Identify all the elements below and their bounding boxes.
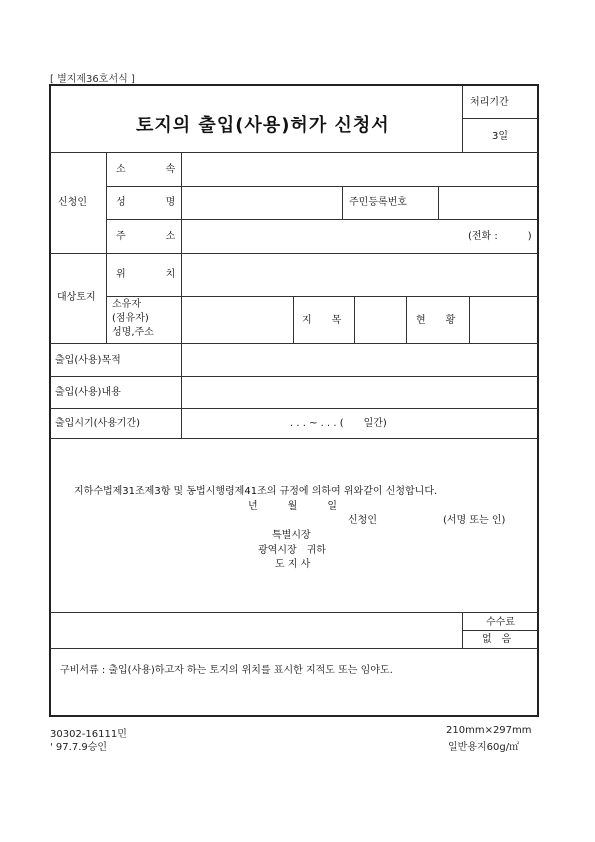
fee-value: 없 음 [482, 634, 512, 645]
col-divider [438, 186, 439, 219]
row-divider [106, 296, 538, 297]
row-divider [50, 438, 538, 439]
form-frame [49, 84, 539, 717]
declaration-applicant-label: 신청인 [348, 515, 377, 526]
col-divider [181, 152, 182, 438]
recipient-governor: 도 지 사 [275, 559, 311, 570]
col-divider [342, 186, 343, 219]
row-divider [50, 376, 538, 377]
owner-name-address-label: 성명,주소 [112, 327, 154, 338]
footer-form-code: 30302-16111민 [50, 729, 127, 740]
required-documents: 구비서류 : 출입(사용)하고자 하는 토지의 위치를 표시한 지적도 또는 임야도. [60, 665, 393, 676]
col-divider [106, 152, 107, 343]
footer-paper-type: 일반용지60g/㎡ [448, 742, 520, 753]
date-line: 년 월 일 [248, 501, 337, 512]
location-label: 위 치 [116, 269, 176, 280]
applicant-section-label: 신청인 [58, 197, 87, 208]
purpose-label: 출입(사용)목적 [55, 355, 121, 366]
col-divider [462, 612, 463, 648]
form-number-label: [ 별지제36호서식 ] [50, 74, 135, 85]
row-divider [462, 118, 538, 119]
recipient-special-city: 특별시장 [272, 530, 311, 541]
affiliation-label: 소 속 [116, 164, 176, 175]
col-divider [293, 296, 294, 343]
row-divider [106, 219, 538, 220]
land-status-label: 현 황 [416, 315, 456, 326]
recipient-metro-city: 광역시장 귀하 [258, 545, 326, 556]
row-divider [50, 253, 538, 254]
row-divider [462, 630, 538, 631]
row-divider [50, 343, 538, 344]
occupant-label: (점유자) [112, 313, 149, 324]
footer-paper-size: 210mm×297mm [446, 725, 532, 736]
col-divider [354, 296, 355, 343]
row-divider [50, 408, 538, 409]
owner-label: 소유자 [112, 299, 141, 310]
fee-label: 수수료 [486, 617, 515, 628]
footer-approval-date: ' 97.7.9승인 [50, 742, 108, 753]
period-label: 출입시기(사용기간) [55, 418, 141, 429]
col-divider [469, 296, 470, 343]
land-category-label: 지 목 [302, 315, 342, 326]
name-label: 성 명 [116, 197, 176, 208]
content-label: 출입(사용)내용 [55, 387, 121, 398]
col-divider [462, 85, 463, 152]
phone-label: (전화 : ) [468, 231, 532, 242]
row-divider [50, 648, 538, 649]
row-divider [106, 186, 538, 187]
col-divider [406, 296, 407, 343]
form-title: 토지의 출입(사용)허가 신청서 [136, 115, 390, 136]
processing-period-value: 3일 [492, 131, 509, 142]
period-value: . . . ~ . . . ( 일간) [290, 418, 387, 429]
resident-number-label: 주민등록번호 [349, 197, 407, 208]
row-divider [50, 612, 538, 613]
signature-label: (서명 또는 인) [443, 515, 506, 526]
processing-period-label: 처리기간 [470, 97, 509, 108]
row-divider [50, 152, 538, 153]
address-label: 주 소 [116, 231, 176, 242]
declaration-statement: 지하수법제31조제3항 및 동법시행령제41조의 규정에 의하여 위와같이 신청합니다. [74, 486, 438, 497]
target-land-section-label: 대상토지 [57, 292, 96, 303]
